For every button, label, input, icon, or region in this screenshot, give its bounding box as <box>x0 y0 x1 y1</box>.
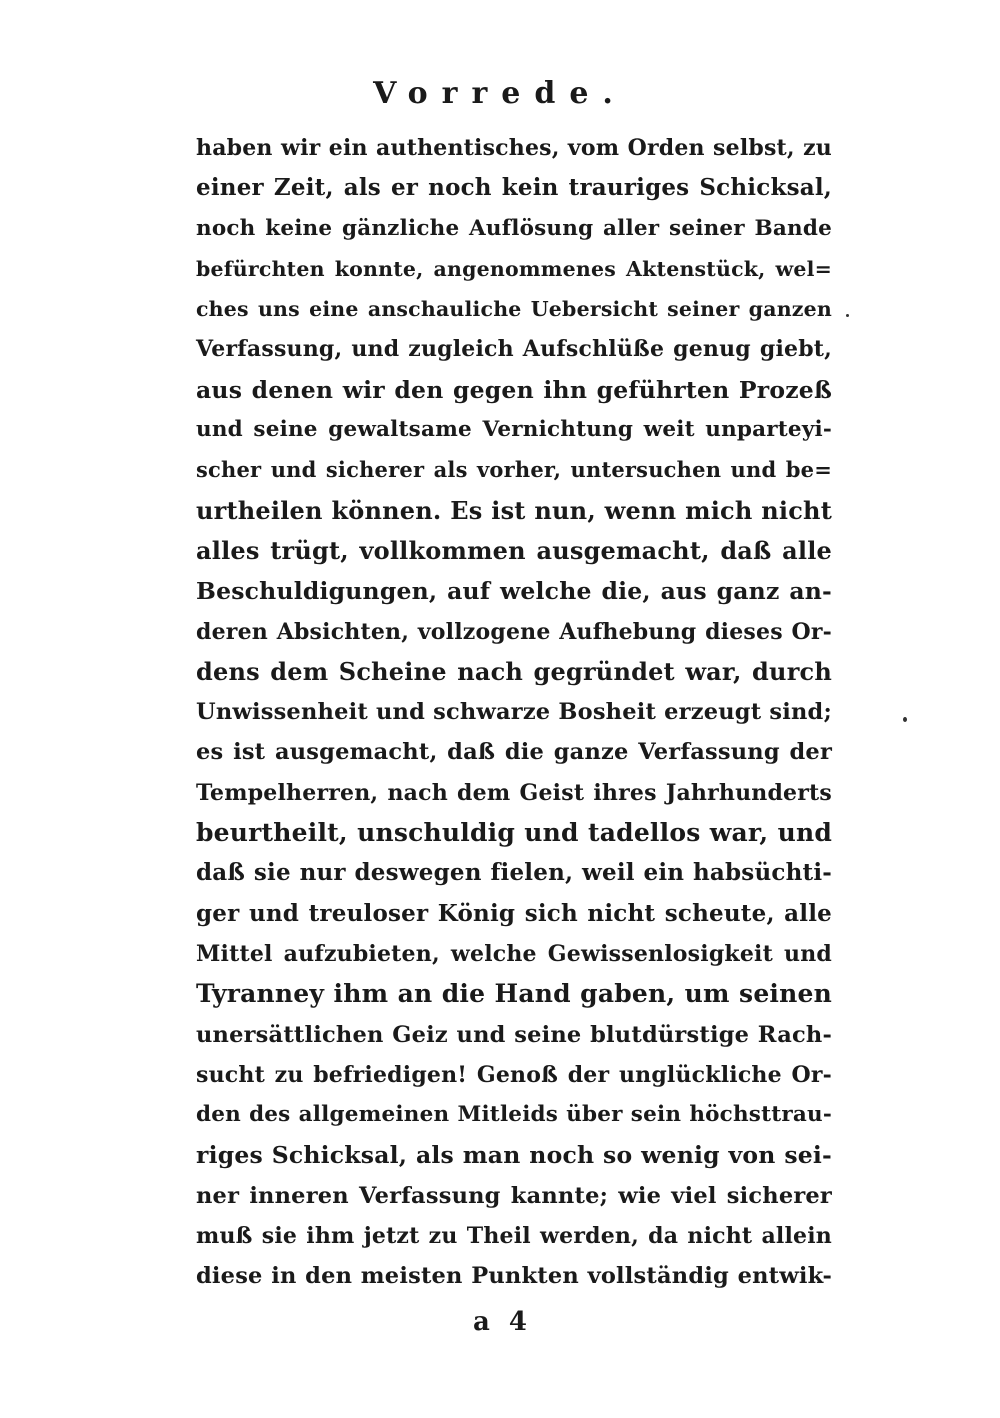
text-line: Verfassung, und zugleich Aufschlüße genug giebt, <box>196 336 832 363</box>
text-line: Beschuldigungen, auf welche die, aus ganz an- <box>196 577 832 606</box>
running-head: Vorrede. <box>373 76 627 111</box>
text-line: Unwissenheit und schwarze Bosheit erzeugt sind; <box>196 699 832 726</box>
text-line: ger und treuloser König sich nicht scheute, alle <box>196 899 832 927</box>
text-line: aus denen wir den gegen ihn geführten Prozeß <box>196 375 832 404</box>
text-line: haben wir ein authentisches, vom Orden selbst, zu <box>196 135 832 161</box>
text-line: daß sie nur deswegen fielen, weil ein habsüchti- <box>196 859 832 887</box>
text-line: sucht zu befriedigen! Genoß der unglückliche Or- <box>196 1061 832 1088</box>
signature-mark: a 4 <box>473 1307 527 1337</box>
text-line: deren Absichten, vollzogene Aufhebung dieses Or- <box>196 618 832 645</box>
text-line: alles trügt, vollkommen ausgemacht, daß alle <box>196 535 832 565</box>
text-line: Tempelherren, nach dem Geist ihres Jahrhunderts <box>196 779 832 806</box>
text-line: den des allgemeinen Mitleids über sein höchsttrau- <box>196 1102 832 1128</box>
text-line: Mittel aufzubieten, welche Gewissenlosigkeit und <box>196 940 832 967</box>
text-line: befürchten konnte, angenommenes Aktenstück, wel= <box>196 256 832 281</box>
text-line: einer Zeit, als er noch kein trauriges Schicksal, <box>196 174 832 202</box>
text-line: scher und sicherer als vorher, untersuchen und be= <box>196 457 832 483</box>
text-line: und seine gewaltsame Vernichtung weit unparteyi- <box>196 417 832 443</box>
text-line: es ist ausgemacht, daß die ganze Verfassung der <box>196 739 832 766</box>
text-line: muß sie ihm jetzt zu Theil werden, da nicht allein <box>196 1223 832 1250</box>
text-line: diese in den meisten Punkten vollständig entwik- <box>196 1263 832 1290</box>
text-line: ner inneren Verfassung kannte; wie viel sicherer <box>196 1182 832 1209</box>
text-line: Tyranney ihm an die Hand gaben, um seinen <box>196 979 832 1009</box>
text-line: urtheilen können. Es ist nun, wenn mich nicht <box>196 495 832 525</box>
print-speck <box>903 717 907 722</box>
text-line: beurtheilt, unschuldig und tadellos war, und <box>196 818 832 848</box>
text-line: unersättlichen Geiz und seine blutdürstige Rach- <box>196 1021 832 1048</box>
print-speck <box>846 314 849 317</box>
text-line: riges Schicksal, als man noch so wenig von sei- <box>196 1141 832 1170</box>
text-line: dens dem Scheine nach gegründet war, durch <box>196 656 832 686</box>
body-text <box>196 128 832 1297</box>
text-line: noch keine gänzliche Auflösung aller seiner Bande <box>196 215 832 241</box>
text-line: ches uns eine anschauliche Uebersicht seiner ganzen <box>196 297 832 322</box>
